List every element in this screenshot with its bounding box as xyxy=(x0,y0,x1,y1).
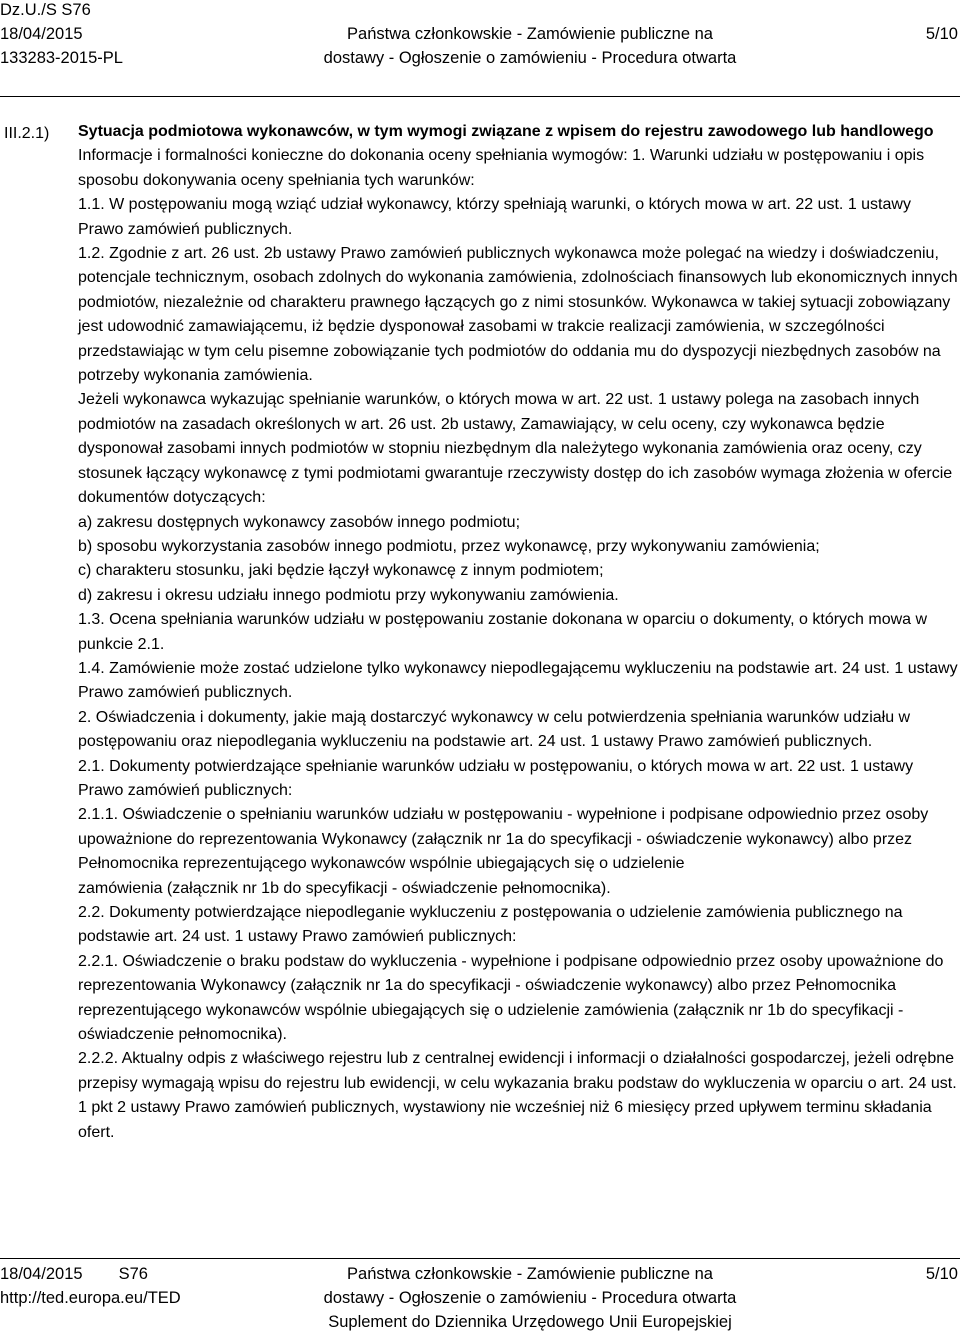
header-page-number: 5/10 xyxy=(925,25,958,43)
header-title-line2: dostawy - Ogłoszenie o zamówieniu - Procedura otwarta xyxy=(323,49,737,67)
paragraph-10: 1.4. Zamówienie może zostać udzielone tylko wykonawcy niepodlegającemu wykluczeniu na podstawie art. 24 ust. 1 ustawy Prawo zamówień publicznych. xyxy=(78,659,958,702)
paragraph-9: 1.3. Ocena spełniania warunków udziału w postępowaniu zostanie dokonana w oparciu o dokumenty, o których mowa w punkcie 2.1. xyxy=(78,611,928,653)
footer-date: 18/04/2015 xyxy=(0,1265,83,1283)
section-number: III.2.1) xyxy=(4,125,50,142)
footer-url[interactable]: http://ted.europa.eu/TED xyxy=(0,1289,181,1307)
paragraph-16: 2.2.1. Oświadczenie o braku podstaw do wykluczenia - wypełnione i podpisane odpowiednio przez osoby upoważnione do reprezentowania Wykonawcy (załącznik nr 1a do specyfikacji - oświadczenie wykonawcy) albo przez Pełnomocnika reprezentującego wykonawców wspólnie ubiegających się o udzielenie zamówienia (załącznik nr 1b do specyfikacji - oświadczenie pełnomocnika). xyxy=(78,952,944,1044)
paragraph-5: a) zakresu dostępnych wykonawcy zasobów innego podmiotu; xyxy=(78,513,521,531)
footer-divider xyxy=(0,1258,960,1259)
paragraph-13: 2.1.1. Oświadczenie o spełnianiu warunków udziału w postępowaniu - wypełnione i podpisane odpowiednio przez osoby upoważnione do reprezentowania Wykonawcy (załącznik nr 1a do specyfikacji - oświadczenie wykonawcy) albo przez Pełnomocnika reprezentującego wykonawców wspólnie ubiegających się o udzielenie xyxy=(78,806,929,873)
page-header xyxy=(0,0,960,72)
header-journal-ref: Dz.U./S S76 xyxy=(0,1,91,19)
paragraph-4: Jeżeli wykonawca wykazując spełnianie warunków, o których mowa w art. 22 ust. 1 ustawy polega na zasobach innych podmiotów na zasadach określonych w art. 26 ust. 2b ustawy, Zamawiający, w celu oceny, czy wykonawca będzie dysponował zasobami innych podmiotów w stopniu niezbędnym dla należytego wykonania zamówienia oraz oceny, czy stosunek łączący wykonawcę z tymi podmiotami gwarantuje rzeczywisty dostęp do ich zasobów wymaga złożenia w ofercie dokumentów dotyczących: xyxy=(78,391,953,507)
footer-title-line2: dostawy - Ogłoszenie o zamówieniu - Procedura otwarta xyxy=(323,1289,737,1307)
footer-title-line1: Państwa członkowskie - Zamówienie publiczne na xyxy=(347,1265,713,1283)
section-heading: Sytuacja podmiotowa wykonawców, w tym wymogi związane z wpisem do rejestru zawodowego lub handlowego xyxy=(78,123,934,140)
paragraph-15: 2.2. Dokumenty potwierdzające niepodleganie wykluczeniu z postępowania o udzielenie zamówienia publicznego na podstawie art. 24 ust. 1 ustawy Prawo zamówień publicznych: xyxy=(78,904,903,946)
paragraph-8: d) zakresu i okresu udziału innego podmiotu przy wykonywaniu zamówienia. xyxy=(78,586,619,604)
header-title-line1: Państwa członkowskie - Zamówienie publiczne na xyxy=(347,25,713,43)
page-footer xyxy=(0,1262,960,1334)
paragraph-1: Informacje i formalności konieczne do dokonania oceny spełniania wymogów: 1. Warunki udziału w postępowaniu i opis sposobu dokonywania oceny spełniania tych warunków: xyxy=(78,147,925,189)
paragraph-12: 2.1. Dokumenty potwierdzające spełnianie warunków udziału w postępowaniu, o których mowa w art. 22 ust. 1 ustawy Prawo zamówień publicznych: xyxy=(78,757,914,799)
footer-page-number: 5/10 xyxy=(925,1265,958,1283)
paragraph-6: b) sposobu wykorzystania zasobów innego podmiotu, przez wykonawcę, przy wykonywaniu zamówienia; xyxy=(78,537,820,555)
paragraph-3: 1.2. Zgodnie z art. 26 ust. 2b ustawy Prawo zamówień publicznych wykonawca może polegać na wiedzy i doświadczeniu, potencjale technicznym, osobach zdolnych do wykonania zamówienia, zdolnościach finansowych lub ekonomicznych innych podmiotów, niezależnie od charakteru prawnego łączących go z nimi stosunków. Wykonawca w takiej sytuacji zobowiązany jest udowodnić zamawiającemu, iż będzie dysponował zasobami w trakcie realizacji zamówienia, w szczególności przedstawiając w tym celu pisemne zobowiązanie tych podmiotów do oddania mu do dyspozycji niezbędnych zasobów na potrzeby wykonania zamówienia. xyxy=(78,245,958,385)
paragraph-17: 2.2.2. Aktualny odpis z właściwego rejestru lub z centralnej ewidencji i informacji o działalności gospodarczej, jeżeli odrębne przepisy wymagają wpisu do rejestru lub ewidencji, w celu wykazania braku podstaw do wykluczenia w oparciu o art. 24 ust. 1 pkt 2 ustawy Prawo zamówień publicznych, wystawiony nie wcześniej niż 6 miesięcy przed upływem terminu składania ofert. xyxy=(78,1050,957,1141)
header-notice-id: 133283-2015-PL xyxy=(0,49,123,67)
paragraph-14: zamówienia (załącznik nr 1b do specyfikacji - oświadczenie pełnomocnika). xyxy=(78,879,611,897)
paragraph-7: c) charakteru stosunku, jaki będzie łączył wykonawcę z innym podmiotem; xyxy=(78,562,604,580)
section-content xyxy=(78,120,958,1145)
footer-supplement: Suplement do Dziennika Urzędowego Unii Europejskiej xyxy=(328,1313,732,1331)
header-center xyxy=(0,22,960,70)
paragraph-2: 1.1. W postępowaniu mogą wziąć udział wykonawcy, którzy spełniają warunki, o których mowa w art. 22 ust. 1 ustawy Prawo zamówień publicznych. xyxy=(78,196,911,238)
header-date: 18/04/2015 xyxy=(0,25,83,43)
footer-center xyxy=(0,1262,960,1334)
paragraph-11: 2. Oświadczenia i dokumenty, jakie mają dostarczyć wykonawcy w celu potwierdzenia spełniania warunków udziału w postępowaniu oraz niepodlegania wykluczeniu na podstawie art. 24 ust. 1 ustawy Prawo zamówień publicznych. xyxy=(78,708,911,751)
header-divider xyxy=(0,96,960,97)
footer-issue: S76 xyxy=(118,1265,148,1283)
